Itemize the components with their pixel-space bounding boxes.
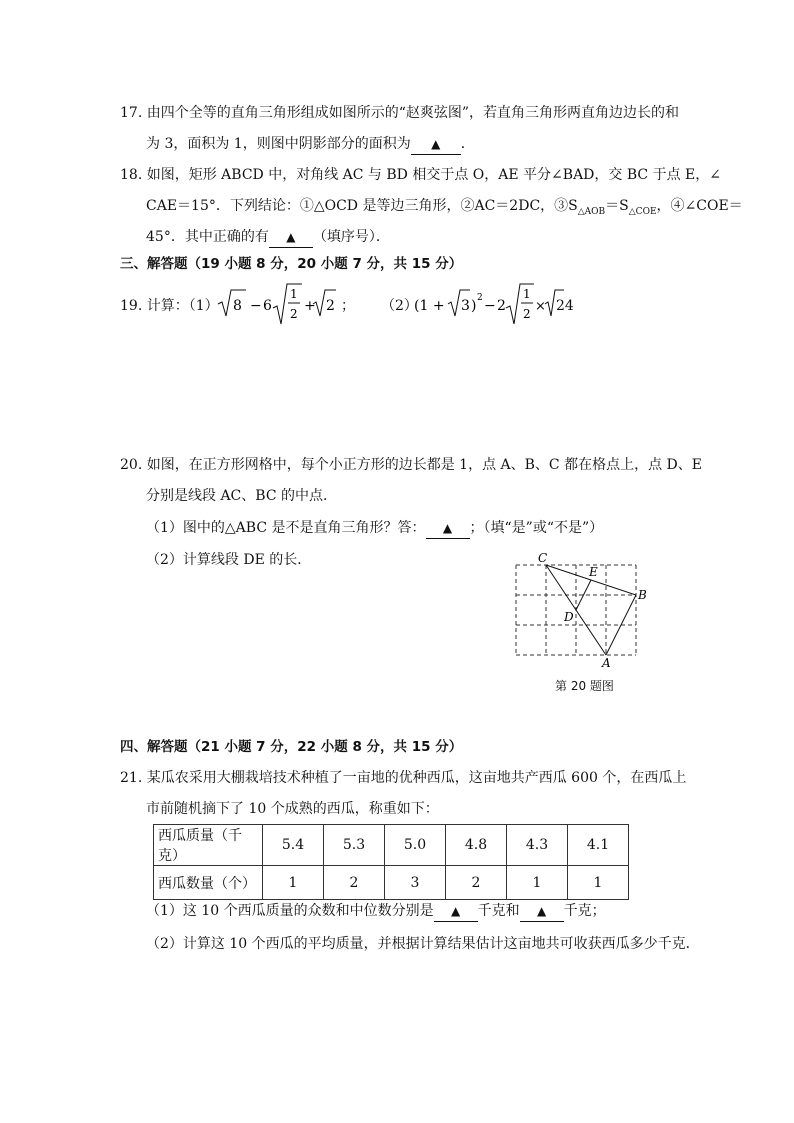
watermelon-table — [153, 824, 629, 900]
q18-text: ＝S — [605, 198, 629, 214]
table-cell: 2 — [324, 866, 385, 900]
math-plus: + — [304, 298, 316, 314]
q19-frac-den: 2 — [290, 307, 298, 321]
q21-text: （1）这 10 个西瓜质量的众数和中位数分别是 — [146, 903, 434, 919]
q19-frac-den: 2 — [523, 307, 531, 321]
table-cell: 2 — [446, 866, 507, 900]
point-label-a: A — [602, 656, 611, 670]
row-header-mass: 西瓜质量（千克） — [154, 825, 263, 866]
q21-line2: 市前随机摘下了 10 个成熟的西瓜，称重如下： — [146, 801, 439, 817]
table-cell: 1 — [507, 866, 568, 900]
answer-blank[interactable]: ▲ — [269, 227, 313, 248]
q20-sub1 — [146, 518, 603, 539]
q19-frac-num: 1 — [290, 287, 298, 301]
q19-expr1 — [216, 282, 336, 328]
q19-part2-label: （2） — [381, 298, 418, 314]
q17-text: 为 3，面积为 1，则图中阴影部分的面积为 — [146, 136, 411, 152]
q20-line1: 20. 如图，在正方形网格中，每个小正方形的边长都是 1，点 A、B、C 都在格点上，点 D、E — [120, 457, 702, 473]
q18-text: 45°．其中正确的有 — [146, 229, 269, 245]
q18-text: ，④∠COE＝ — [656, 198, 743, 214]
table-cell: 1 — [568, 866, 629, 900]
math-minus: − — [250, 298, 262, 314]
point-label-e: E — [589, 565, 598, 579]
q19-expr2-term: 3 — [461, 298, 470, 314]
answer-blank[interactable]: ▲ — [520, 901, 564, 922]
answer-blank[interactable]: ▲ — [411, 134, 461, 155]
q17-period: ． — [460, 136, 475, 152]
q18-text: CAE＝15°．下列结论：①△OCD 是等边三角形，②AC＝2DC，③S — [146, 198, 578, 214]
q17-line1: 17. 由四个全等的直角三角形组成如图所示的“赵爽弦图”，若直角三角形两直角边边长的和 — [120, 105, 680, 121]
q18-text: （填序号）． — [312, 229, 390, 245]
q19-expr2 — [414, 282, 564, 328]
q19-expr2-term: 2 — [497, 298, 506, 314]
table-row — [154, 866, 629, 900]
q19-expr2-term: (1 + — [414, 298, 445, 314]
math-times: × — [535, 299, 546, 314]
q20-line2: 分别是线段 AC、BC 的中点． — [146, 488, 337, 504]
q19-expr2-term: ) — [471, 298, 477, 314]
q19-expr1-term: 6 — [263, 298, 272, 314]
q19-sep: ； — [341, 298, 355, 314]
q18-line1: 18. 如图，矩形 ABCD 中，对角线 AC 与 BD 相交于点 O，AE 平分∠BAD，交 BC 于点 E，∠ — [120, 167, 721, 183]
table-cell: 4.1 — [568, 825, 629, 866]
q20-text: ；（填“是”或“不是”） — [469, 520, 604, 536]
q19-frac-num: 1 — [523, 287, 531, 301]
q20-text: （1）图中的△ABC 是不是直角三角形？答： — [146, 520, 426, 536]
q18-line3 — [146, 227, 390, 248]
q20-sub2: （2）计算线段 DE 的长． — [146, 552, 312, 568]
figure-caption: 第 20 题图 — [555, 679, 614, 693]
table-row — [154, 825, 629, 866]
table-cell: 5.0 — [385, 825, 446, 866]
table-cell: 3 — [385, 866, 446, 900]
q21-sub2: （2）计算这 10 个西瓜的平均质量，并根据计算结果估计这亩地共可收获西瓜多少千克． — [146, 936, 700, 952]
point-label-d: D — [564, 610, 574, 624]
table-cell: 4.8 — [446, 825, 507, 866]
q19-expr1-term: 2 — [326, 298, 335, 314]
answer-blank[interactable]: ▲ — [426, 518, 470, 539]
q18-line2 — [146, 196, 743, 222]
q18-sub: △COE — [628, 206, 657, 217]
table-cell: 5.4 — [263, 825, 324, 866]
section-4-title: 四、解答题（21 小题 7 分，22 小题 8 分，共 15 分） — [120, 739, 463, 755]
section-3-title: 三、解答题（19 小题 8 分，20 小题 7 分，共 15 分） — [120, 256, 463, 272]
q19-exponent: 2 — [477, 293, 483, 303]
q19-expr1-term: 8 — [233, 298, 242, 314]
table-cell: 1 — [263, 866, 324, 900]
q20-grid-figure — [505, 550, 665, 670]
q21-text: 千克； — [563, 903, 606, 919]
row-header-count: 西瓜数量（个） — [154, 866, 263, 900]
q21-line1: 21. 某瓜农采用大棚栽培技术种植了一亩地的优种西瓜，这亩地共产西瓜 600 个，在西瓜上 — [120, 770, 687, 786]
q19-expr2-radicand: 24 — [556, 298, 574, 314]
point-label-b: B — [638, 588, 647, 602]
table-cell: 4.3 — [507, 825, 568, 866]
math-minus: − — [484, 298, 496, 314]
q18-sub: △AOB — [577, 206, 606, 217]
q17-line2 — [146, 134, 475, 155]
q21-text: 千克和 — [477, 903, 520, 919]
q19-label: 19. 计算：（1） — [120, 298, 219, 314]
q21-sub1 — [146, 901, 606, 922]
answer-blank[interactable]: ▲ — [434, 901, 478, 922]
table-cell: 5.3 — [324, 825, 385, 866]
point-label-c: C — [538, 551, 548, 565]
